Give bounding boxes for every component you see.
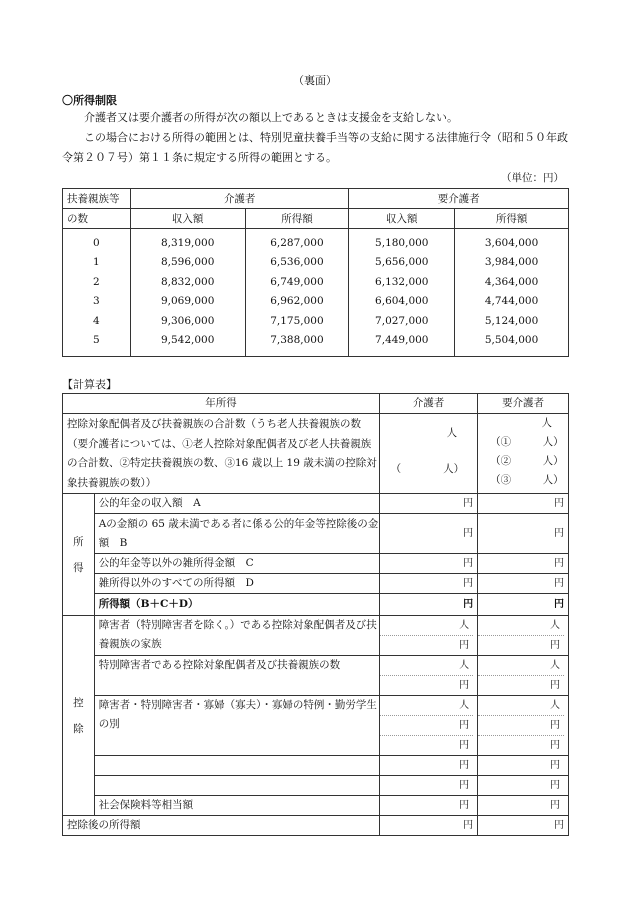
income-item-label: 公的年金の収入額 A — [94, 494, 379, 514]
unit-yen: 円 — [459, 740, 470, 751]
amount-cell: 5,656,000 — [349, 253, 455, 273]
elderly-count-2: （② 人） — [490, 455, 564, 467]
amount-cell: 9,069,000 — [130, 292, 245, 312]
income-item-label: 公的年金等以外の雑所得金額 C — [94, 554, 379, 574]
unit-person: 人 — [380, 696, 473, 716]
income-item-label: 所得額（B＋C＋D） — [94, 594, 379, 616]
unit-person: 人 — [541, 417, 552, 429]
final-income-cared[interactable]: 円 — [478, 816, 569, 836]
deduction-item-label: 障害者・特別障害者・寡婦（寡夫）・寡婦の特例・勤労学生の別 — [94, 696, 379, 756]
income-item-label: 雑所得以外のすべての所得額 D — [94, 574, 379, 594]
income-caregiver-input[interactable]: 円 — [379, 514, 477, 554]
elderly-count-1: （① 人） — [490, 436, 564, 448]
income-caregiver-input[interactable]: 円 — [379, 494, 477, 514]
section-heading: 〇所得制限 — [62, 94, 117, 107]
elderly-count-caregiver: （ 人） — [390, 463, 465, 475]
dependents-count: 1 — [63, 253, 131, 273]
header-income: 収入額 — [130, 209, 245, 229]
deduction-caregiver-input[interactable] — [379, 616, 477, 656]
income-row — [63, 311, 569, 331]
amount-cell: 5,504,000 — [455, 331, 569, 357]
header-caregiver: 介護者 — [379, 394, 477, 414]
dependents-caregiver-cell[interactable] — [379, 414, 477, 494]
deduction-cared-input[interactable] — [478, 616, 569, 656]
final-income-caregiver[interactable]: 円 — [379, 816, 477, 836]
income-row — [63, 229, 569, 253]
income-section-label: 所 得 — [63, 494, 95, 616]
unit-yen: 円 — [478, 716, 564, 736]
income-item-label: Aの金額の 65 歳未満である者に係る公的年金等控除後の金額 B — [94, 514, 379, 554]
unit-yen: 円 — [459, 680, 470, 691]
header-cared: 要介護者 — [349, 189, 569, 209]
income-caregiver-input[interactable]: 円 — [379, 574, 477, 594]
amount-cell: 9,542,000 — [130, 331, 245, 357]
deduction-caregiver-input[interactable] — [379, 776, 477, 796]
amount-cell: 6,962,000 — [245, 292, 349, 312]
unit-label: （単位：円） — [501, 172, 564, 184]
unit-yen: 円 — [550, 680, 560, 691]
deduction-cared-input[interactable] — [478, 656, 569, 696]
dependents-cared-cell[interactable] — [478, 414, 569, 494]
dependents-count: 5 — [63, 331, 131, 357]
deduction-item-label: 障害者（特別障害者を除く。）である控除対象配偶者及び扶養親族の家族 — [94, 616, 379, 656]
calc-heading: 【計算表】 — [62, 378, 117, 391]
amount-cell: 5,180,000 — [349, 229, 455, 253]
unit-yen: 円 — [459, 780, 470, 791]
amount-cell: 6,536,000 — [245, 253, 349, 273]
income-caregiver-input[interactable]: 円 — [379, 594, 477, 616]
deduction-caregiver-input[interactable] — [379, 696, 477, 756]
amount-cell: 9,306,000 — [130, 311, 245, 331]
income-cared-input[interactable]: 円 — [478, 574, 569, 594]
page-side-label: （裏面） — [293, 74, 337, 87]
dependents-count: 4 — [63, 311, 131, 331]
header-dependents-1: 扶養親族等 — [63, 189, 131, 209]
deduction-item-label[interactable] — [94, 756, 379, 776]
income-row — [63, 292, 569, 312]
header-earnings: 所得額 — [245, 209, 349, 229]
deduction-item-label: 特別障害者である控除対象配偶者及び扶養親族の数 — [94, 656, 379, 696]
unit-yen: 円 — [550, 640, 560, 651]
amount-cell: 4,744,000 — [455, 292, 569, 312]
unit-person: 人 — [380, 616, 473, 636]
amount-cell: 3,604,000 — [455, 229, 569, 253]
amount-cell: 5,124,000 — [455, 311, 569, 331]
income-row — [63, 331, 569, 357]
header-income: 収入額 — [349, 209, 455, 229]
deduction-caregiver-input[interactable] — [379, 796, 477, 816]
deduction-cared-input[interactable] — [478, 696, 569, 756]
deduction-cared-input[interactable] — [478, 756, 569, 776]
amount-cell: 8,832,000 — [130, 272, 245, 292]
income-row — [63, 272, 569, 292]
amount-cell: 7,388,000 — [245, 331, 349, 357]
deduction-caregiver-input[interactable] — [379, 656, 477, 696]
deduction-item-label[interactable] — [94, 776, 379, 796]
income-caregiver-input[interactable]: 円 — [379, 554, 477, 574]
unit-person: 人 — [478, 616, 564, 636]
unit-person: 人 — [478, 656, 564, 676]
dependents-text: 控除対象配偶者及び扶養親族の合計数（うち老人扶養親族の数（要介護者については、①老人控除対象配偶者及び老人扶養親族の合計数、②特定扶養親族の数、③16 歳以上 19 歳未満の控除対象扶養親族の数）） — [63, 414, 380, 494]
deduction-caregiver-input[interactable] — [379, 756, 477, 776]
amount-cell: 6,749,000 — [245, 272, 349, 292]
unit-yen: 円 — [459, 640, 470, 651]
dependents-count: 2 — [63, 272, 131, 292]
income-cared-input[interactable]: 円 — [478, 514, 569, 554]
income-cared-input[interactable]: 円 — [478, 554, 569, 574]
income-cared-input[interactable]: 円 — [478, 594, 569, 616]
deduction-section-label: 控 除 — [63, 616, 95, 816]
amount-cell: 6,287,000 — [245, 229, 349, 253]
amount-cell: 8,319,000 — [130, 229, 245, 253]
unit-yen: 円 — [459, 800, 470, 811]
income-row — [63, 253, 569, 273]
dependents-count: 3 — [63, 292, 131, 312]
header-cared: 要介護者 — [478, 394, 569, 414]
final-income-label: 控除後の所得額 — [63, 816, 380, 836]
amount-cell: 3,984,000 — [455, 253, 569, 273]
unit-yen: 円 — [550, 760, 560, 771]
amount-cell: 7,449,000 — [349, 331, 455, 357]
deduction-cared-input[interactable] — [478, 776, 569, 796]
unit-yen: 円 — [550, 780, 560, 791]
paragraph-1: 介護者又は要介護者の所得が次の額以上であるときは支援金を支給しない。 — [84, 111, 458, 124]
paragraph-2: この場合における所得の範囲とは、特別児童扶養手当等の支給に関する法律施行令（昭和５０年政令第２０７号）第１１条に規定する所得の範囲とする。 — [62, 131, 568, 164]
header-dependents-2: の数 — [63, 209, 131, 229]
unit-person: 人 — [380, 656, 473, 676]
unit-yen: 円 — [550, 740, 560, 751]
deduction-item-label: 社会保険料等相当額 — [94, 796, 379, 816]
dependents-count: 0 — [63, 229, 131, 253]
unit-person: 人 — [446, 427, 458, 439]
calculation-table — [62, 393, 569, 836]
header-year-income: 年所得 — [63, 394, 380, 414]
unit-person: 人 — [478, 696, 564, 716]
header-caregiver: 介護者 — [130, 189, 349, 209]
income-limit-table — [62, 188, 569, 357]
amount-cell: 6,132,000 — [349, 272, 455, 292]
unit-yen: 円 — [550, 800, 560, 811]
amount-cell: 4,364,000 — [455, 272, 569, 292]
amount-cell: 7,175,000 — [245, 311, 349, 331]
elderly-count-3: （③ 人） — [490, 474, 564, 486]
unit-yen: 円 — [459, 760, 470, 771]
amount-cell: 6,604,000 — [349, 292, 455, 312]
header-earnings: 所得額 — [455, 209, 569, 229]
deduction-cared-input[interactable] — [478, 796, 569, 816]
amount-cell: 8,596,000 — [130, 253, 245, 273]
income-cared-input[interactable]: 円 — [478, 494, 569, 514]
amount-cell: 7,027,000 — [349, 311, 455, 331]
unit-yen: 円 — [380, 716, 473, 736]
